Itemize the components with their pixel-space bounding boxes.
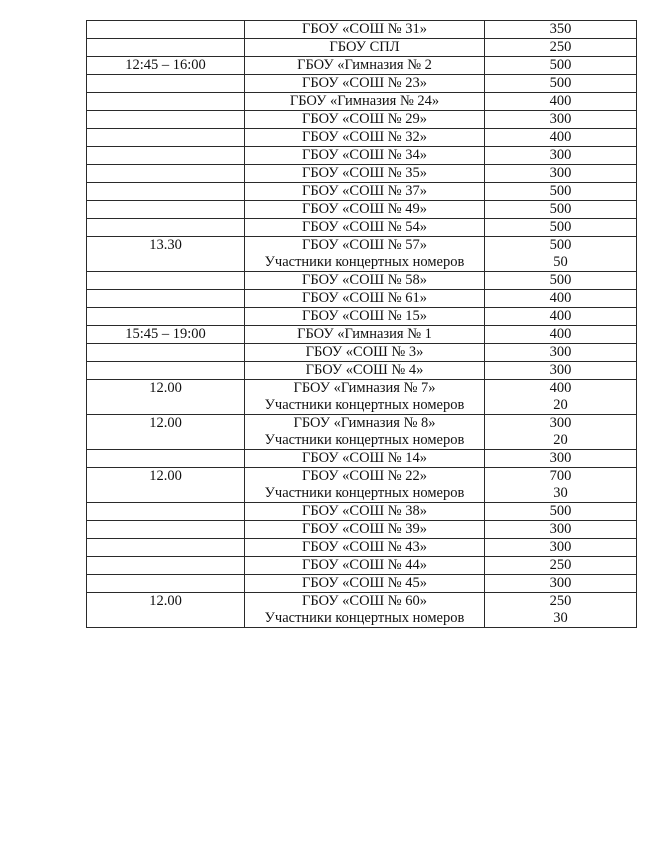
time-text: [87, 111, 244, 128]
time-text: [87, 93, 244, 110]
count-cell: [485, 468, 637, 503]
time-cell: [87, 165, 245, 183]
count-value: 300: [549, 147, 572, 163]
table-row: [87, 93, 637, 111]
count-cell: [485, 290, 637, 308]
school-cell: [245, 593, 485, 628]
time-cell: [87, 237, 245, 272]
count-cell: [485, 344, 637, 362]
school-cell: [245, 183, 485, 201]
count-value: 300: [549, 111, 572, 127]
school-cell: [245, 290, 485, 308]
count-value: 500: [549, 57, 572, 73]
count-cell: [485, 183, 637, 201]
table-row: [87, 183, 637, 201]
table-row: [87, 290, 637, 308]
table-row: [87, 450, 637, 468]
count-cell: [485, 75, 637, 93]
table-row: [87, 165, 637, 183]
time-cell: [87, 450, 245, 468]
school-cell: [245, 468, 485, 503]
time-text: 12:45 – 16:00: [125, 57, 206, 73]
count-cell: [485, 380, 637, 415]
table-row: [87, 129, 637, 147]
school-name: ГБОУ «СОШ № 37»: [301, 183, 427, 199]
school-cell: [245, 129, 485, 147]
table-row: [87, 39, 637, 57]
school-name: ГБОУ «СОШ № 15»: [301, 308, 427, 324]
school-cell: [245, 75, 485, 93]
time-cell: [87, 380, 245, 415]
table-row: [87, 326, 637, 344]
count-value: 500: [549, 237, 572, 253]
count-value: 700: [549, 468, 572, 484]
school-cell: [245, 503, 485, 521]
school-name: ГБОУ «СОШ № 29»: [301, 111, 427, 127]
count-cell: [485, 575, 637, 593]
school-cell: [245, 308, 485, 326]
time-text: [87, 308, 244, 325]
school-name: ГБОУ «СОШ № 44»: [301, 557, 427, 573]
count-value: 350: [549, 21, 572, 37]
time-cell: [87, 290, 245, 308]
school-name: ГБОУ «СОШ № 43»: [301, 539, 427, 555]
school-name: ГБОУ СПЛ: [329, 39, 400, 55]
count-value: 250: [549, 39, 572, 55]
school-name: ГБОУ «СОШ № 38»: [301, 503, 427, 519]
time-text: 13.30: [149, 237, 182, 253]
school-name: ГБОУ «СОШ № 23»: [301, 75, 427, 91]
count-cell: [485, 111, 637, 129]
count-value: 250: [549, 593, 572, 609]
time-cell: [87, 468, 245, 503]
table-row: [87, 147, 637, 165]
table-row: [87, 237, 637, 272]
time-cell: [87, 415, 245, 450]
school-name: ГБОУ «СОШ № 32»: [301, 129, 427, 145]
school-cell: [245, 93, 485, 111]
time-cell: [87, 521, 245, 539]
count-value: 300: [549, 450, 572, 466]
time-text: 12.00: [149, 380, 182, 396]
school-cell: [245, 219, 485, 237]
time-text: 12.00: [149, 468, 182, 484]
count-value: 400: [549, 290, 572, 306]
school-cell: [245, 575, 485, 593]
time-cell: [87, 308, 245, 326]
school-name: ГБОУ «Гимназия № 7»: [293, 380, 436, 396]
school-name: ГБОУ «СОШ № 3»: [305, 344, 424, 360]
count-cell: [485, 57, 637, 75]
table-row: [87, 415, 637, 450]
count-value: 500: [549, 75, 572, 91]
time-cell: [87, 326, 245, 344]
time-cell: [87, 147, 245, 165]
count-value: 30: [553, 485, 568, 501]
count-value: 300: [549, 415, 572, 431]
time-text: [87, 39, 244, 56]
count-value: 500: [549, 183, 572, 199]
count-cell: [485, 521, 637, 539]
performers-label: Участники концертных номеров: [264, 432, 465, 448]
time-text: 12.00: [149, 593, 182, 609]
school-name: ГБОУ «СОШ № 4»: [305, 362, 424, 378]
time-text: [87, 201, 244, 218]
count-cell: [485, 93, 637, 111]
count-cell: [485, 415, 637, 450]
time-cell: [87, 272, 245, 290]
count-cell: [485, 219, 637, 237]
time-cell: [87, 57, 245, 75]
table-row: [87, 557, 637, 575]
time-cell: [87, 39, 245, 57]
time-text: [87, 21, 244, 38]
school-cell: [245, 21, 485, 39]
count-value: 300: [549, 521, 572, 537]
count-cell: [485, 201, 637, 219]
count-value: 300: [549, 539, 572, 555]
time-cell: [87, 593, 245, 628]
time-text: 15:45 – 19:00: [125, 326, 206, 342]
count-value: 400: [549, 380, 572, 396]
time-text: [87, 575, 244, 592]
count-value: 500: [549, 201, 572, 217]
school-cell: [245, 380, 485, 415]
count-cell: [485, 129, 637, 147]
count-cell: [485, 450, 637, 468]
performers-label: Участники концертных номеров: [264, 485, 465, 501]
time-text: [87, 539, 244, 556]
count-value: 300: [549, 165, 572, 181]
time-text: [87, 183, 244, 200]
count-value: 20: [553, 397, 568, 413]
time-text: [87, 272, 244, 289]
school-name: ГБОУ «СОШ № 45»: [301, 575, 427, 591]
count-value: 20: [553, 432, 568, 448]
time-text: [87, 557, 244, 574]
count-value: 500: [549, 272, 572, 288]
school-cell: [245, 557, 485, 575]
school-cell: [245, 165, 485, 183]
count-cell: [485, 272, 637, 290]
school-cell: [245, 450, 485, 468]
performers-label: Участники концертных номеров: [264, 397, 465, 413]
count-value: 500: [549, 219, 572, 235]
count-value: 400: [549, 93, 572, 109]
time-cell: [87, 219, 245, 237]
performers-label: Участники концертных номеров: [264, 254, 465, 270]
time-text: [87, 450, 244, 467]
time-text: [87, 362, 244, 379]
school-name: ГБОУ «СОШ № 14»: [301, 450, 427, 466]
count-cell: [485, 593, 637, 628]
school-cell: [245, 111, 485, 129]
table-row: [87, 503, 637, 521]
school-name: ГБОУ «Гимназия № 8»: [293, 415, 436, 431]
school-cell: [245, 344, 485, 362]
school-name: ГБОУ «СОШ № 60»: [301, 593, 427, 609]
time-cell: [87, 93, 245, 111]
table-row: [87, 111, 637, 129]
time-text: 12.00: [149, 415, 182, 431]
count-value: 50: [553, 254, 568, 270]
time-cell: [87, 539, 245, 557]
count-cell: [485, 165, 637, 183]
schedule-table: [86, 20, 637, 628]
time-cell: [87, 183, 245, 201]
school-cell: [245, 326, 485, 344]
school-cell: [245, 201, 485, 219]
school-cell: [245, 272, 485, 290]
table-row: [87, 380, 637, 415]
school-cell: [245, 539, 485, 557]
school-name: ГБОУ «СОШ № 61»: [301, 290, 427, 306]
time-text: [87, 219, 244, 236]
time-cell: [87, 21, 245, 39]
time-cell: [87, 575, 245, 593]
school-cell: [245, 521, 485, 539]
count-value: 30: [553, 610, 568, 626]
schedule-table-body: [87, 21, 637, 628]
time-text: [87, 344, 244, 361]
school-name: ГБОУ «Гимназия № 24»: [289, 93, 440, 109]
time-cell: [87, 129, 245, 147]
count-cell: [485, 147, 637, 165]
table-row: [87, 575, 637, 593]
count-cell: [485, 503, 637, 521]
time-cell: [87, 362, 245, 380]
count-value: 300: [549, 344, 572, 360]
table-row: [87, 539, 637, 557]
school-name: ГБОУ «Гимназия № 2: [297, 57, 432, 73]
school-name: ГБОУ «СОШ № 31»: [301, 21, 427, 37]
count-cell: [485, 539, 637, 557]
count-value: 400: [549, 129, 572, 145]
count-value: 300: [549, 575, 572, 591]
count-cell: [485, 326, 637, 344]
table-row: [87, 75, 637, 93]
table-row: [87, 362, 637, 380]
table-row: [87, 344, 637, 362]
count-cell: [485, 21, 637, 39]
count-cell: [485, 39, 637, 57]
count-value: 400: [549, 326, 572, 342]
school-name: ГБОУ «СОШ № 34»: [301, 147, 427, 163]
table-row: [87, 272, 637, 290]
school-name: ГБОУ «Гимназия № 1: [297, 326, 432, 342]
table-row: [87, 308, 637, 326]
school-cell: [245, 237, 485, 272]
school-name: ГБОУ «СОШ № 57»: [301, 237, 427, 253]
table-row: [87, 21, 637, 39]
count-value: 400: [549, 308, 572, 324]
time-cell: [87, 557, 245, 575]
school-name: ГБОУ «СОШ № 35»: [301, 165, 427, 181]
count-value: 300: [549, 362, 572, 378]
school-name: ГБОУ «СОШ № 54»: [301, 219, 427, 235]
count-cell: [485, 362, 637, 380]
time-text: [87, 129, 244, 146]
table-row: [87, 593, 637, 628]
time-text: [87, 521, 244, 538]
time-cell: [87, 503, 245, 521]
time-text: [87, 503, 244, 520]
school-cell: [245, 415, 485, 450]
school-name: ГБОУ «СОШ № 49»: [301, 201, 427, 217]
time-text: [87, 147, 244, 164]
school-name: ГБОУ «СОШ № 22»: [301, 468, 427, 484]
table-row: [87, 57, 637, 75]
count-cell: [485, 557, 637, 575]
time-cell: [87, 344, 245, 362]
school-name: ГБОУ «СОШ № 58»: [301, 272, 427, 288]
count-cell: [485, 237, 637, 272]
school-cell: [245, 57, 485, 75]
time-text: [87, 165, 244, 182]
school-cell: [245, 147, 485, 165]
time-cell: [87, 111, 245, 129]
time-text: [87, 75, 244, 92]
table-row: [87, 468, 637, 503]
table-row: [87, 201, 637, 219]
time-cell: [87, 75, 245, 93]
school-cell: [245, 39, 485, 57]
performers-label: Участники концертных номеров: [264, 610, 465, 626]
count-value: 500: [549, 503, 572, 519]
school-cell: [245, 362, 485, 380]
time-cell: [87, 201, 245, 219]
table-row: [87, 521, 637, 539]
table-row: [87, 219, 637, 237]
count-cell: [485, 308, 637, 326]
time-text: [87, 290, 244, 307]
school-name: ГБОУ «СОШ № 39»: [301, 521, 427, 537]
count-value: 250: [549, 557, 572, 573]
